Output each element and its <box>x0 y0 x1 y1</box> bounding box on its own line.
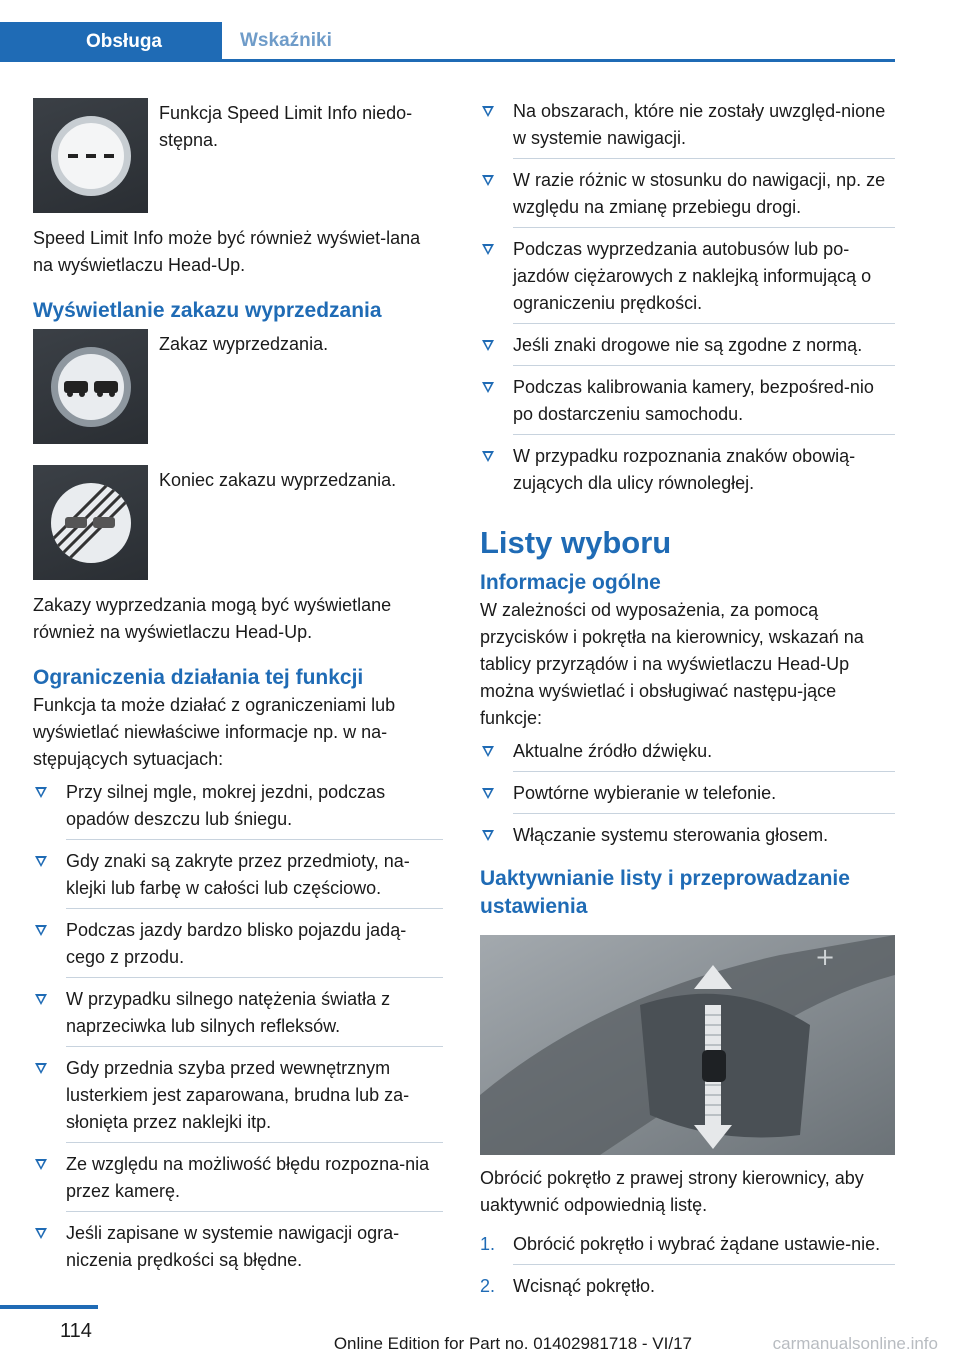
sign-row-unavailable <box>33 98 443 213</box>
header-bar <box>0 22 895 62</box>
triangle-bullet-icon <box>482 788 494 799</box>
list-item: Powtórne wybieranie w telefonie. <box>480 780 895 814</box>
tab-obsluga[interactable]: Obsługa <box>0 22 222 62</box>
triangle-bullet-icon <box>482 175 494 186</box>
heading-limits: Ograniczenia działania tej funkcji <box>33 666 364 689</box>
sign-no-overtaking-caption: Zakaz wyprzedzania. <box>159 334 329 354</box>
edition-info: Online Edition for Part no. 01402981718 - VI/17 <box>333 1334 692 1353</box>
speed-limit-unavailable-icon <box>33 98 148 213</box>
headup-paragraph: Speed Limit Info może być również wyświet-lana na wyświetlaczu Head-Up. <box>33 228 421 275</box>
left-column <box>33 98 443 1281</box>
list-item: W razie różnic w stosunku do nawigacji, np. ze względu na zmianę przebiegu drogi. <box>480 167 895 228</box>
triangle-bullet-icon <box>35 925 47 936</box>
list-item: W przypadku silnego natężenia światła z naprzeciwka lub silnych refleksów. <box>33 986 443 1047</box>
list-item: W przypadku rozpoznania znaków obowią-zujących dla ulicy równoległej. <box>480 443 895 497</box>
list-item: Przy silnej mgle, mokrej jezdni, podczas opadów deszczu lub śniegu. <box>33 779 443 840</box>
header-rule <box>0 59 895 62</box>
page-number: 114 <box>60 1320 92 1342</box>
triangle-bullet-icon <box>35 1228 47 1239</box>
triangle-bullet-icon <box>35 994 47 1005</box>
footer-rule <box>0 1305 98 1309</box>
list-item: 1. Obrócić pokrętło i wybrać żądane ustawie-nie. <box>480 1231 895 1265</box>
triangle-bullet-icon <box>35 1063 47 1074</box>
steps-list <box>480 1231 895 1300</box>
triangle-bullet-icon <box>35 1159 47 1170</box>
no-overtaking-icon <box>33 329 148 444</box>
list-item: Gdy przednia szyba przed wewnętrznym lusterkiem jest zaparowana, brudna lub za-słonięta przez naklejki itp. <box>33 1055 443 1143</box>
triangle-bullet-icon <box>482 746 494 757</box>
list-item: Podczas kalibrowania kamery, bezpośred-nio po dostarczeniu samochodu. <box>480 374 895 435</box>
list-item: Na obszarach, które nie zostały uwzględ-nione w systemie nawigacji. <box>480 98 895 159</box>
list-item: 2. Wcisnąć pokrętło. <box>480 1273 895 1300</box>
list-item: Włączanie systemu sterowania głosem. <box>480 822 895 849</box>
limits-list-continued <box>480 98 895 497</box>
photo-caption-paragraph: Obrócić pokrętło z prawej strony kierownicy, aby uaktywnić odpowiednią listę. <box>480 1168 864 1215</box>
heading-selection-lists: Listy wyboru <box>480 525 672 560</box>
limits-paragraph: Funkcja ta może działać z ograniczeniami lub wyświetlać niewłaściwe informacje np. w na-stępujących sytuacjach: <box>33 695 396 769</box>
sign-row-no-overtaking <box>33 329 443 444</box>
triangle-bullet-icon <box>482 340 494 351</box>
overtaking-headup-paragraph: Zakazy wyprzedzania mogą być wyświetlane również na wyświetlaczu Head-Up. <box>33 595 392 642</box>
list-item: Ze względu na możliwość błędu rozpozna-nia przez kamerę. <box>33 1151 443 1212</box>
heading-general-info: Informacje ogólne <box>480 571 661 594</box>
triangle-bullet-icon <box>35 856 47 867</box>
list-item: Podczas wyprzedzania autobusów lub po-jazdów ciężarowych z naklejką informującą o ograniczeniu prędkości. <box>480 236 895 324</box>
triangle-bullet-icon <box>482 382 494 393</box>
heading-overtaking: Wyświetlanie zakazu wyprzedzania <box>33 299 382 322</box>
list-item: Jeśli zapisane w systemie nawigacji ogra-niczenia prędkości są błędne. <box>33 1220 443 1274</box>
right-column <box>480 98 895 1307</box>
general-paragraph: W zależności od wyposażenia, za pomocą przycisków i pokrętła na kierownicy, wskazań na tablicy przyrządów i na wyświetlaczu Head-Up można wyświetlać i obsługiwać następu-jące funkcje: <box>480 600 864 728</box>
sign-row-end-no-overtaking <box>33 465 443 580</box>
end-no-overtaking-icon <box>33 465 148 580</box>
step-number: 1. <box>480 1234 496 1254</box>
triangle-bullet-icon <box>35 787 47 798</box>
sign-unavailable-caption: Funkcja Speed Limit Info niedo-stępna. <box>159 103 413 150</box>
triangle-bullet-icon <box>482 244 494 255</box>
list-item: Aktualne źródło dźwięku. <box>480 738 895 772</box>
triangle-bullet-icon <box>482 106 494 117</box>
sign-end-no-overtaking-caption: Koniec zakazu wyprzedzania. <box>159 470 397 490</box>
heading-activate-list: Uaktywnianie listy i przeprowadzanie ustawienia <box>480 867 850 918</box>
list-item: Jeśli znaki drogowe nie są zgodne z normą. <box>480 332 895 366</box>
list-item: Gdy znaki są zakryte przez przedmioty, na-klejki lub farbę w całości lub częściowo. <box>33 848 443 909</box>
triangle-bullet-icon <box>482 451 494 462</box>
steering-wheel-thumbwheel-illustration <box>480 935 895 1155</box>
svg-text:+: + <box>815 943 836 971</box>
tab-wskazniki[interactable]: Wskaźniki <box>240 29 332 51</box>
limits-list <box>33 779 443 1274</box>
triangle-bullet-icon <box>482 830 494 841</box>
watermark-text: carmanualsonline.info <box>772 1334 938 1353</box>
functions-list <box>480 738 895 849</box>
step-number: 2. <box>480 1276 496 1296</box>
list-item: Podczas jazdy bardzo blisko pojazdu jadą-cego z przodu. <box>33 917 443 978</box>
